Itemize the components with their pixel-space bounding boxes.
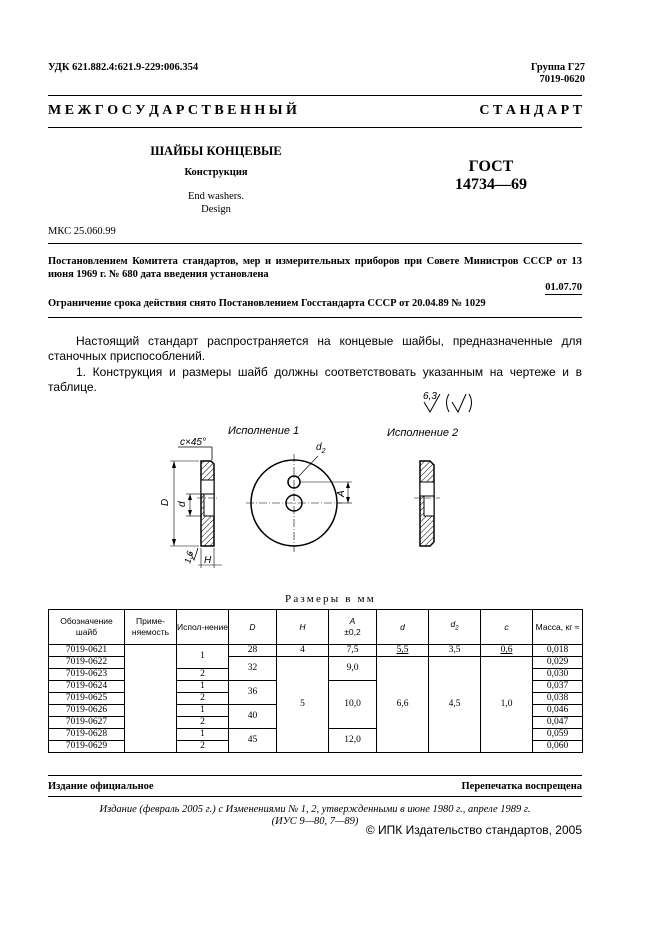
cell-mass: 0,038 xyxy=(533,693,583,705)
cell-designation: 7019-0628 xyxy=(49,729,125,741)
introduction-date: 01.07.70 xyxy=(545,282,582,293)
cell-execution: 1 xyxy=(177,729,229,741)
execution-2-section xyxy=(387,427,458,546)
cell-execution: 1 xyxy=(177,705,229,717)
cell-d2: 4,5 xyxy=(429,657,481,753)
washer-drawing xyxy=(0,382,661,587)
table-row xyxy=(49,645,583,657)
top-rule xyxy=(48,95,582,96)
footer-rule xyxy=(48,775,582,776)
cell-mass: 0,060 xyxy=(533,741,583,753)
cell-d2: 3,5 xyxy=(429,645,481,657)
header-A-tolerance: ±0,2 xyxy=(344,627,361,637)
copyright: © ИПК Издательство стандартов, 2005 xyxy=(365,823,582,837)
english-title xyxy=(48,190,384,216)
official-edition: Издание официальное xyxy=(48,781,154,792)
banner-word-2: С Т А Н Д А Р Т xyxy=(479,103,582,118)
cell-designation: 7019-0625 xyxy=(49,693,125,705)
reprint-notice: Перепечатка воспрещена xyxy=(461,781,582,792)
execution-2-label: Исполнение 2 xyxy=(387,427,459,439)
cell-H: 5 xyxy=(277,657,329,753)
cell-designation: 7019-0622 xyxy=(49,657,125,669)
cell-mass: 0,030 xyxy=(533,669,583,681)
roughness-symbol xyxy=(423,391,472,412)
header-d2: $d_2$ xyxy=(429,610,481,645)
cell-A: 10,0 xyxy=(329,681,377,729)
label-A: A xyxy=(336,490,347,497)
label-roughness-1-6: 1,6 xyxy=(182,549,196,565)
cell-designation: 7019-0627 xyxy=(49,717,125,729)
edition-note-line-2: (ИУС 9—80, 7—89) xyxy=(271,816,359,827)
header-A xyxy=(329,610,377,645)
cell-execution: 1 xyxy=(177,645,229,669)
table-title: Размеры в мм xyxy=(285,593,376,605)
cell-mass: 0,046 xyxy=(533,705,583,717)
cell-execution: 2 xyxy=(177,669,229,681)
cell-c: 1,0 xyxy=(481,657,533,753)
header-mass: Масса, кг ≈ xyxy=(533,610,583,645)
cell-A: 7,5 xyxy=(329,645,377,657)
dimensions-table xyxy=(48,609,583,753)
cell-designation: 7019-0629 xyxy=(49,741,125,753)
cell-mass: 0,037 xyxy=(533,681,583,693)
header-applicability: Приме-няемость xyxy=(125,610,177,645)
english-title-line-2: Design xyxy=(201,204,231,215)
document-title: ШАЙБЫ КОНЦЕВЫЕ xyxy=(150,144,282,158)
cell-d: 5,5 xyxy=(377,645,429,657)
banner-word-1: М Е Ж Г О С У Д А Р С Т В Е Н Н Ы Й xyxy=(48,103,297,118)
cell-H: 4 xyxy=(277,645,329,657)
resolution-text: Постановлением Комитета стандартов, мер и измерительных приборов при Совете Министров СССР от 13 июня 1969 г. № 680 дата введения установлена xyxy=(48,256,582,280)
cell-designation: 7019-0623 xyxy=(49,669,125,681)
mks-rule xyxy=(48,243,582,244)
gost-number: 14734—69 xyxy=(455,176,527,193)
banner-rule xyxy=(48,127,582,128)
group-label: Группа Г27 xyxy=(530,62,585,73)
roughness-value: 6,3 xyxy=(423,391,437,402)
catalog-code: 7019-0620 xyxy=(539,74,585,85)
cell-applicability xyxy=(125,645,177,753)
english-title-line-1: End washers. xyxy=(188,191,244,202)
cell-d: 6,6 xyxy=(377,657,429,753)
chamfer-label: c×45° xyxy=(180,437,206,448)
limitation-text: Ограничение срока действия снято Постановлением Госстандарта СССР от 20.04.89 № 1029 xyxy=(48,298,486,309)
cell-execution: 2 xyxy=(177,693,229,705)
cell-designation: 7019-0626 xyxy=(49,705,125,717)
document-subtitle: Конструкция xyxy=(184,167,248,178)
cell-mass: 0,059 xyxy=(533,729,583,741)
group-code xyxy=(531,62,585,86)
cell-designation: 7019-0621 xyxy=(49,645,125,657)
header-H: H xyxy=(277,610,329,645)
scope-paragraph: Настоящий стандарт распространяется на концевые шайбы, предназначенные для станочных приспособлений. xyxy=(48,334,582,363)
clause-1-paragraph: 1. Конструкция и размеры шайб должны соответствовать указанным на чертеже и в таблице. xyxy=(48,365,582,394)
footer-rule-2 xyxy=(48,796,582,797)
cell-A: 9,0 xyxy=(329,657,377,681)
cell-mass: 0,018 xyxy=(533,645,583,657)
cell-D: 32 xyxy=(229,657,277,681)
cell-designation: 7019-0624 xyxy=(49,681,125,693)
cell-execution: 2 xyxy=(177,741,229,753)
gost-label: ГОСТ xyxy=(468,158,514,175)
execution-1-label: Исполнение 1 xyxy=(228,425,300,437)
mks-code: МКС 25.060.99 xyxy=(48,226,116,237)
cell-execution: 2 xyxy=(177,717,229,729)
label-D: D xyxy=(160,498,171,506)
cell-c: 0,6 xyxy=(481,645,533,657)
standard-banner xyxy=(48,103,582,119)
label-H: H xyxy=(204,555,212,566)
execution-1-section xyxy=(160,437,222,568)
cell-D: 40 xyxy=(229,705,277,729)
header-execution: Испол-нение xyxy=(177,610,229,645)
cell-mass: 0,047 xyxy=(533,717,583,729)
limit-rule xyxy=(48,317,582,318)
edition-note-line-1: Издание (февраль 2005 г.) с Изменениями № 1, 2, утвержденными в июне 1980 г., апреле 1989 г. xyxy=(99,804,531,815)
header-A-label: A xyxy=(349,616,356,626)
header-d: d xyxy=(377,610,429,645)
cell-D: 45 xyxy=(229,729,277,753)
cell-execution: 1 xyxy=(177,681,229,693)
label-d2: $d_2$ xyxy=(316,442,326,455)
cell-A: 12,0 xyxy=(329,729,377,753)
cell-mass: 0,029 xyxy=(533,657,583,669)
header-D: D xyxy=(229,610,277,645)
execution-1-plan-view xyxy=(228,425,352,552)
label-d: d xyxy=(177,501,188,507)
gost-block xyxy=(426,158,556,194)
header-designation: Обозначение шайб xyxy=(49,610,125,645)
header-c: c xyxy=(481,610,533,645)
udk-code: УДК 621.882.4:621.9-229:006.354 xyxy=(48,62,199,73)
cell-D: 36 xyxy=(229,681,277,705)
cell-D: 28 xyxy=(229,645,277,657)
